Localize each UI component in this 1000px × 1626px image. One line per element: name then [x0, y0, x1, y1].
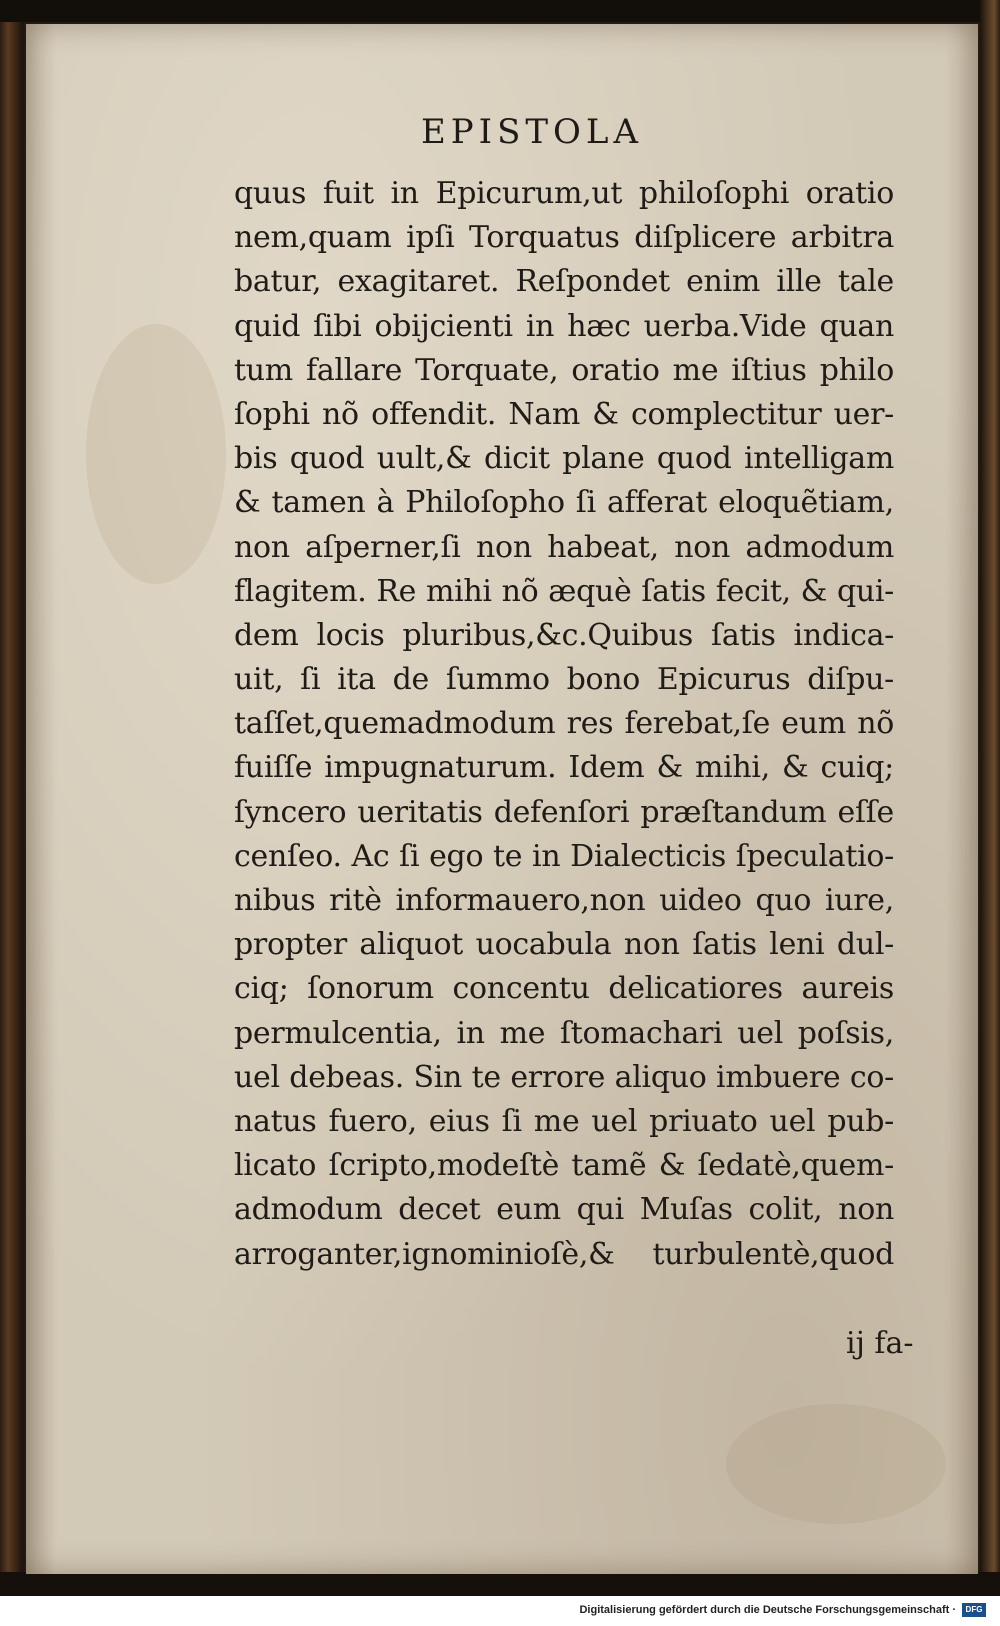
paper-stain: [726, 1404, 946, 1524]
book-bottom-edge: [0, 1572, 1000, 1596]
text-line: ſophi nõ offendit. Nam & complectitur uer-: [234, 396, 894, 432]
running-head: EPISTOLA: [420, 112, 644, 152]
text-line: taſſet,quemadmodum res ferebat,ſe eum nõ: [234, 706, 894, 742]
text-line: nem,quam ipſi Torquatus diſplicere arbitra: [234, 220, 894, 256]
text-line: propter aliquot uocabula non ſatis leni dul-: [234, 927, 894, 963]
text-line: nibus ritè informauero,non uideo quo iure,: [234, 883, 894, 918]
dfg-logo: DFG: [962, 1603, 986, 1617]
text-line: non aſperner,ſi non habeat, non admodum: [234, 529, 894, 565]
text-line: flagitem. Re mihi nõ æquè ſatis fecit, & qui-: [234, 573, 894, 609]
paper-stain: [86, 324, 226, 584]
text-line: cenſeo. Ac ſi ego te in Dialecticis ſpeculatio-: [234, 838, 894, 874]
text-line: quus fuit in Epicurum,ut philoſophi oratio: [234, 176, 894, 211]
text-line: ſyncero ueritatis defenſori præſtandum eſſe: [234, 794, 894, 830]
text-line: arroganter,ignominioſè,& turbulentè,quod: [234, 1236, 894, 1272]
text-line: bis quod uult,& dicit plane quod intelligam: [234, 441, 894, 477]
text-line: tum fallare Torquate, oratio me iſtius philo: [234, 352, 894, 388]
text-line: uel debeas. Sin te errore aliquo imbuere co-: [234, 1059, 894, 1095]
text-line: licato ſcripto,modeſtè tamẽ & ſedatè,quem-: [234, 1148, 894, 1184]
text-line: & tamen à Philoſopho ſi afferat eloquẽtiam,: [234, 485, 894, 521]
text-line: natus fuero, eius ſi me uel priuato uel pub-: [234, 1103, 894, 1139]
text-line: quid ſibi obijcienti in hæc uerba.Vide quan: [234, 308, 894, 344]
text-line: permulcentia, in me ſtomachari uel poſsis,: [234, 1015, 894, 1051]
text-line: batur, exagitaret. Reſpondet enim ille tale: [234, 264, 894, 300]
text-line: dem locis pluribus,&c.Quibus ſatis indica-: [234, 617, 894, 653]
footer-bar: [0, 1596, 1000, 1626]
book-page: [26, 24, 978, 1574]
text-line: admodum decet eum qui Muſas colit, non: [234, 1192, 894, 1228]
body-text: [234, 172, 894, 1277]
book-fore-edge: [980, 0, 1000, 1596]
catchword: ij fa-: [846, 1326, 914, 1361]
text-line: ciq; ſonorum concentu delicatiores aureis: [234, 971, 894, 1007]
funding-credit: Digitalisierung gefördert durch die Deutsche Forschungsgemeinschaft ·: [579, 1604, 956, 1616]
text-line: uit, ſi ita de ſummo bono Epicurus diſpu-: [234, 662, 894, 698]
book-top-edge: [0, 0, 1000, 22]
text-line: fuiſſe impugnaturum. Idem & mihi, & cuiq;: [234, 750, 894, 786]
